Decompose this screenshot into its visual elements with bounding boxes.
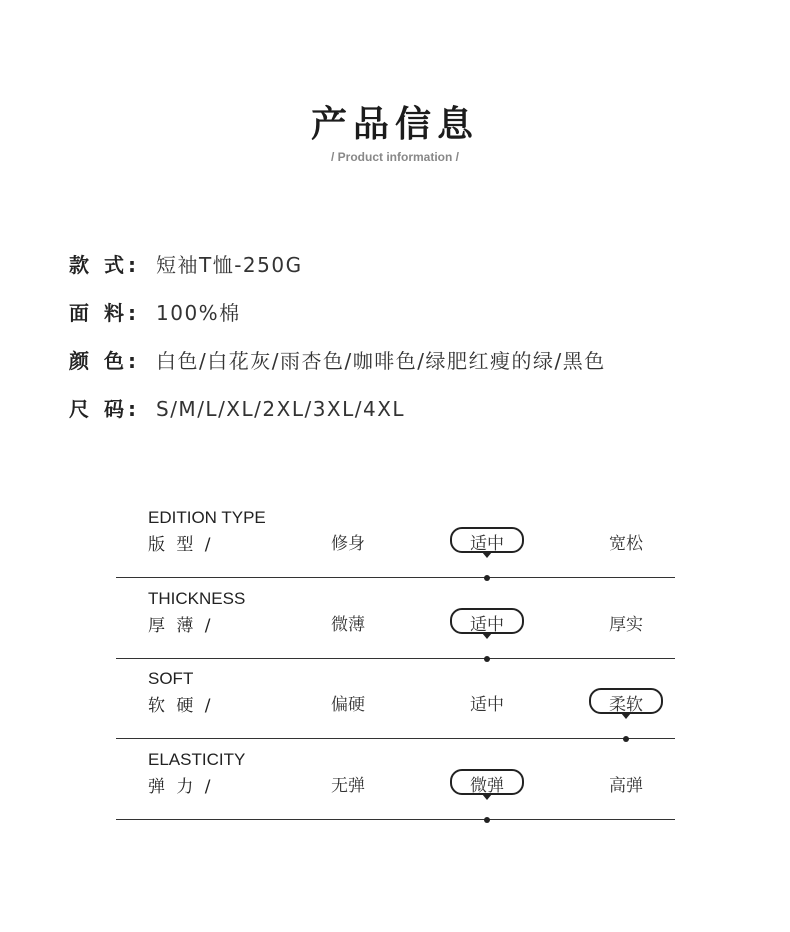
spec-value: 短袖T恤-250G [156,253,303,277]
scale-line [116,819,675,820]
spec-row-size [69,393,405,423]
spec-label: 颜 色: [69,349,140,373]
option-label: 无弹 [331,776,365,796]
option-label: 微薄 [331,615,365,635]
spec-label: 款 式: [69,253,140,277]
spec-row-color [69,345,606,375]
option-label: 厚实 [609,615,643,635]
spec-value: S/M/L/XL/2XL/3XL/4XL [156,397,406,421]
option-label: 适中 [470,534,504,554]
attribute-name-cn: 弹 力 / [148,777,214,797]
attribute-name-en: THICKNESS [148,589,246,608]
attribute-name-en: ELASTICITY [148,750,246,769]
option-label: 柔软 [609,695,643,715]
option-label: 偏硬 [331,695,365,715]
attribute-name-cn: 软 硬 / [148,696,214,716]
attribute-row-thickness [116,579,675,659]
spec-row-fabric [69,297,241,327]
spec-value: 100%棉 [156,301,241,325]
scale-line [116,738,675,739]
option-label: 适中 [470,695,504,715]
attribute-row-edition-type [116,498,675,578]
spec-label: 面 料: [69,301,140,325]
page-subtitle: / Product information / [331,150,459,164]
attribute-row-soft [116,659,675,739]
page-title: 产品信息 [310,104,479,145]
option-label: 宽松 [609,534,643,554]
spec-row-style [69,249,303,279]
spec-label: 尺 码: [69,397,140,421]
attribute-name-en: EDITION TYPE [148,508,266,527]
scale-dot-icon [484,817,490,823]
attribute-name-cn: 厚 薄 / [148,616,214,636]
scale-line [116,577,675,578]
attribute-row-elasticity [116,740,675,820]
option-label: 修身 [331,534,365,554]
option-label: 高弹 [609,776,643,796]
option-label: 微弹 [470,776,504,796]
attribute-name-cn: 版 型 / [148,535,214,555]
spec-value: 白色/白花灰/雨杏色/咖啡色/绿肥红瘦的绿/黑色 [156,349,606,373]
attribute-name-en: SOFT [148,669,194,688]
option-label: 适中 [470,615,504,635]
